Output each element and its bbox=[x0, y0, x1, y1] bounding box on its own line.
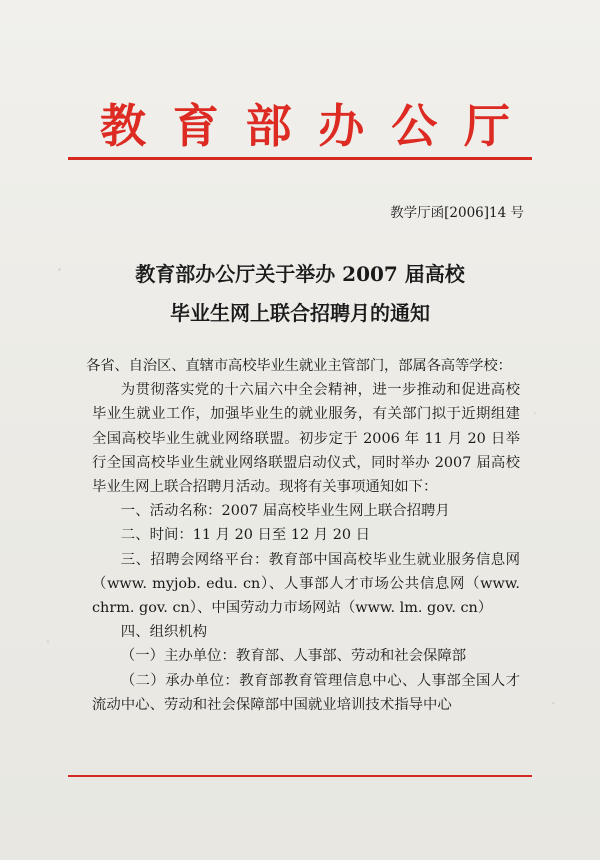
letterhead-char: 办 bbox=[318, 99, 365, 153]
item-activity-name: 一、活动名称：2007 届高校毕业生网上联合招聘月 bbox=[120, 503, 450, 520]
letterhead-ministry-office bbox=[100, 98, 510, 154]
item-co-organizers: （二）承办单位：教育部教育管理信息中心、人事部全国人才流动中心、劳动和社会保障部中国就业培训技术指导中心 bbox=[92, 672, 520, 713]
notice-title-line-1: 教育部办公厅关于举办 2007 届高校 bbox=[135, 262, 465, 286]
bottom-red-rule bbox=[68, 775, 532, 777]
document-number: 教学厅函[2006]14 号 bbox=[390, 205, 524, 221]
notice-body bbox=[86, 354, 520, 717]
item-organization: 四、组织机构 bbox=[120, 624, 208, 641]
scan-speck bbox=[47, 640, 49, 643]
scan-speck bbox=[552, 702, 555, 704]
item-recruitment-platform: 三、招聘会网络平台：教育部中国高校毕业生就业服务信息网（www. myjob. edu. cn）、人事部人才市场公共信息网（www. chrm. gov. cn）、中国劳动力市场网站（www. lm. gov. cn） bbox=[92, 551, 520, 617]
letterhead-char: 厅 bbox=[463, 99, 510, 153]
letterhead-char: 公 bbox=[391, 99, 438, 153]
letterhead-char: 教 bbox=[100, 99, 146, 153]
scan-speck bbox=[534, 412, 536, 414]
item-time: 二、时间：11 月 20 日至 12 月 20 日 bbox=[120, 527, 370, 544]
scan-speck bbox=[58, 268, 61, 271]
item-organizers: （一）主办单位：教育部、人事部、劳动和社会保障部 bbox=[120, 648, 467, 665]
intro-paragraph: 为贯彻落实党的十六届六中全会精神，进一步推动和促进高校毕业生就业工作，加强毕业生的就业服务，有关部门拟于近期组建全国高校毕业生就业网络联盟。初步定于 2006 年 11 月 20 日举行全国高校毕业生就业网络联盟启动仪式，同时举办 2007 届高校毕业生网上联合招聘月活动。现将有关事项通知如下： bbox=[92, 382, 520, 496]
letterhead-top-rule bbox=[68, 157, 532, 160]
letterhead-char: 部 bbox=[245, 99, 292, 153]
notice-title-line-2: 毕业生网上联合招聘月的通知 bbox=[170, 301, 430, 325]
salutation: 各省、自治区、直辖市高校毕业生就业主管部门，部属各高等学校： bbox=[86, 358, 512, 374]
letterhead-char: 育 bbox=[172, 99, 219, 153]
